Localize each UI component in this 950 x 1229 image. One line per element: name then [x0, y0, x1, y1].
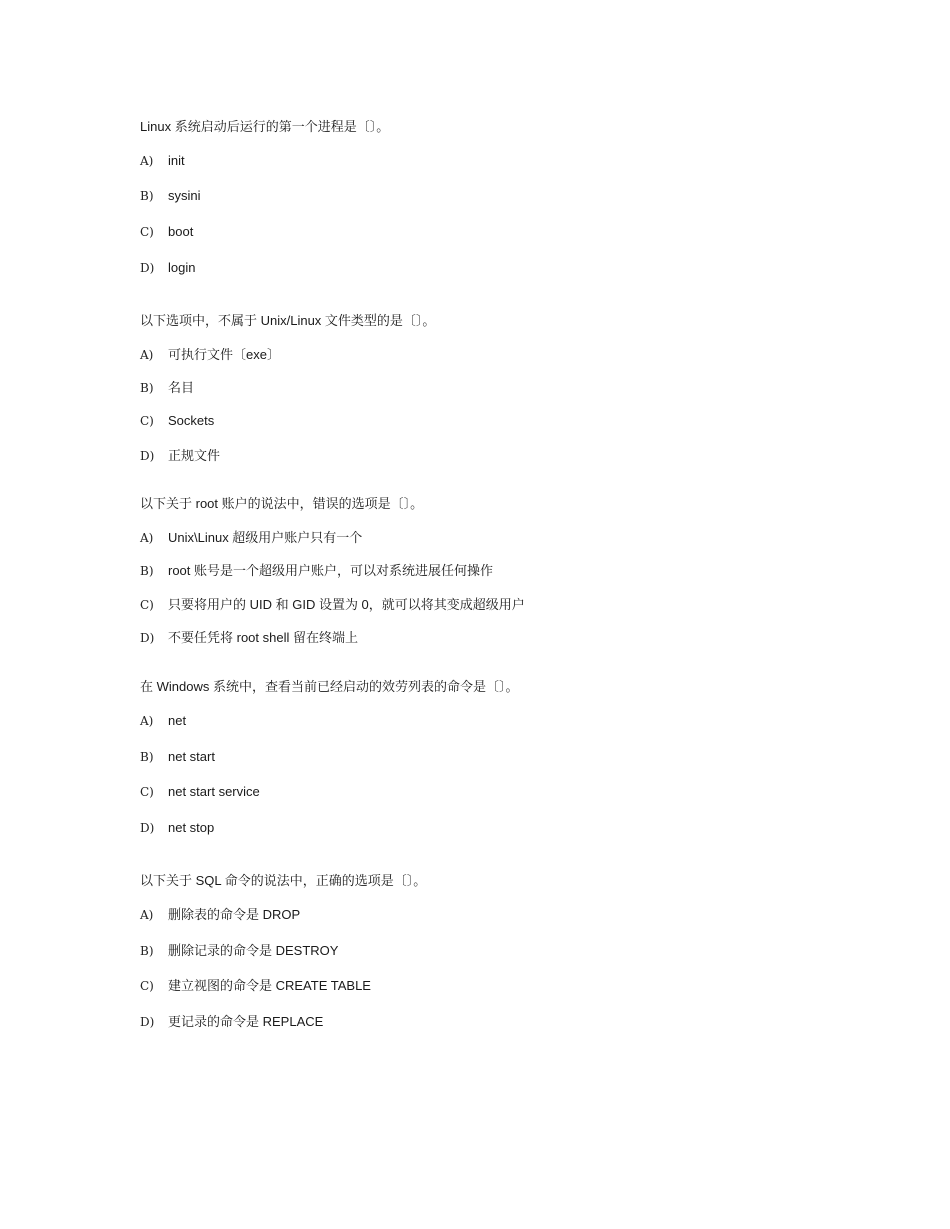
option-letter: C) — [140, 979, 154, 993]
option-d — [140, 1012, 840, 1032]
option-letter: D) — [140, 821, 155, 835]
question-text: 以下关于 SQL 命令的说法中，正确的选项是〔〕。 — [140, 873, 427, 888]
option-letter: A) — [140, 531, 154, 545]
option-letter: C) — [140, 598, 154, 612]
option-letter: C) — [140, 414, 154, 428]
question-text: Linux 系统启动后运行的第一个进程是〔〕。 — [140, 119, 390, 134]
option-text: init — [168, 153, 185, 168]
option-letter: A) — [140, 714, 154, 728]
option-letter: D) — [140, 449, 155, 463]
option-letter: B) — [140, 944, 154, 958]
option-c — [140, 782, 840, 802]
option-text: Sockets — [168, 413, 215, 428]
option-d — [140, 628, 840, 648]
option-b — [140, 941, 840, 961]
option-a — [140, 905, 840, 925]
option-d — [140, 258, 840, 278]
option-text: 只要将用户的 UID 和 GID 设置为 0，就可以将其变成超级用户 — [168, 597, 525, 612]
option-c — [140, 595, 840, 615]
option-letter: B) — [140, 750, 154, 764]
option-text: 正规文件 — [168, 448, 221, 463]
option-d — [140, 818, 840, 838]
question-text: 在 Windows 系统中，查看当前已经启动的效劳列表的命令是〔〕。 — [140, 679, 519, 694]
option-letter: C) — [140, 785, 154, 799]
option-b — [140, 747, 840, 767]
option-text: login — [168, 260, 196, 275]
option-text: Unix\Linux 超级用户账户只有一个 — [168, 530, 363, 545]
question-list — [140, 117, 840, 1032]
question-5 — [140, 871, 840, 1032]
option-a — [140, 345, 840, 365]
option-text: net stop — [168, 820, 215, 835]
question-2 — [140, 311, 840, 466]
option-text: root 账号是一个超级用户账户，可以对系统进展任何操作 — [168, 563, 494, 578]
option-text: 名目 — [168, 380, 195, 395]
option-text: 建立视图的命令是 CREATE TABLE — [168, 978, 371, 993]
option-text: 可执行文件〔exe〕 — [168, 347, 280, 362]
option-b — [140, 186, 840, 206]
option-letter: B) — [140, 189, 154, 203]
option-text: 删除记录的命令是 DESTROY — [168, 943, 339, 958]
option-text: net start service — [168, 784, 260, 799]
option-letter: B) — [140, 564, 154, 578]
option-letter: A) — [140, 348, 154, 362]
question-text: 以下关于 root 账户的说法中，错误的选项是〔〕。 — [140, 496, 424, 511]
option-letter: C) — [140, 225, 154, 239]
option-letter: A) — [140, 154, 154, 168]
option-letter: A) — [140, 908, 154, 922]
option-a — [140, 151, 840, 171]
option-text: 更记录的命令是 REPLACE — [168, 1014, 324, 1029]
option-text: 删除表的命令是 DROP — [168, 907, 301, 922]
option-text: net start — [168, 749, 215, 764]
option-b — [140, 378, 840, 398]
option-letter: B) — [140, 381, 154, 395]
option-c — [140, 976, 840, 996]
question-3 — [140, 494, 840, 648]
option-d — [140, 446, 840, 466]
option-b — [140, 561, 840, 581]
option-text: 不要任凭将 root shell 留在终端上 — [168, 630, 358, 645]
option-c — [140, 222, 840, 242]
question-text: 以下选项中，不属于 Unix/Linux 文件类型的是〔〕。 — [140, 313, 436, 328]
option-text: sysini — [168, 188, 201, 203]
option-c — [140, 411, 840, 431]
option-text: boot — [168, 224, 194, 239]
option-letter: D) — [140, 261, 155, 275]
option-text: net — [168, 713, 187, 728]
question-1 — [140, 117, 840, 278]
option-a — [140, 711, 840, 731]
option-a — [140, 528, 840, 548]
option-letter: D) — [140, 1015, 155, 1029]
question-4 — [140, 677, 840, 838]
option-letter: D) — [140, 631, 155, 645]
